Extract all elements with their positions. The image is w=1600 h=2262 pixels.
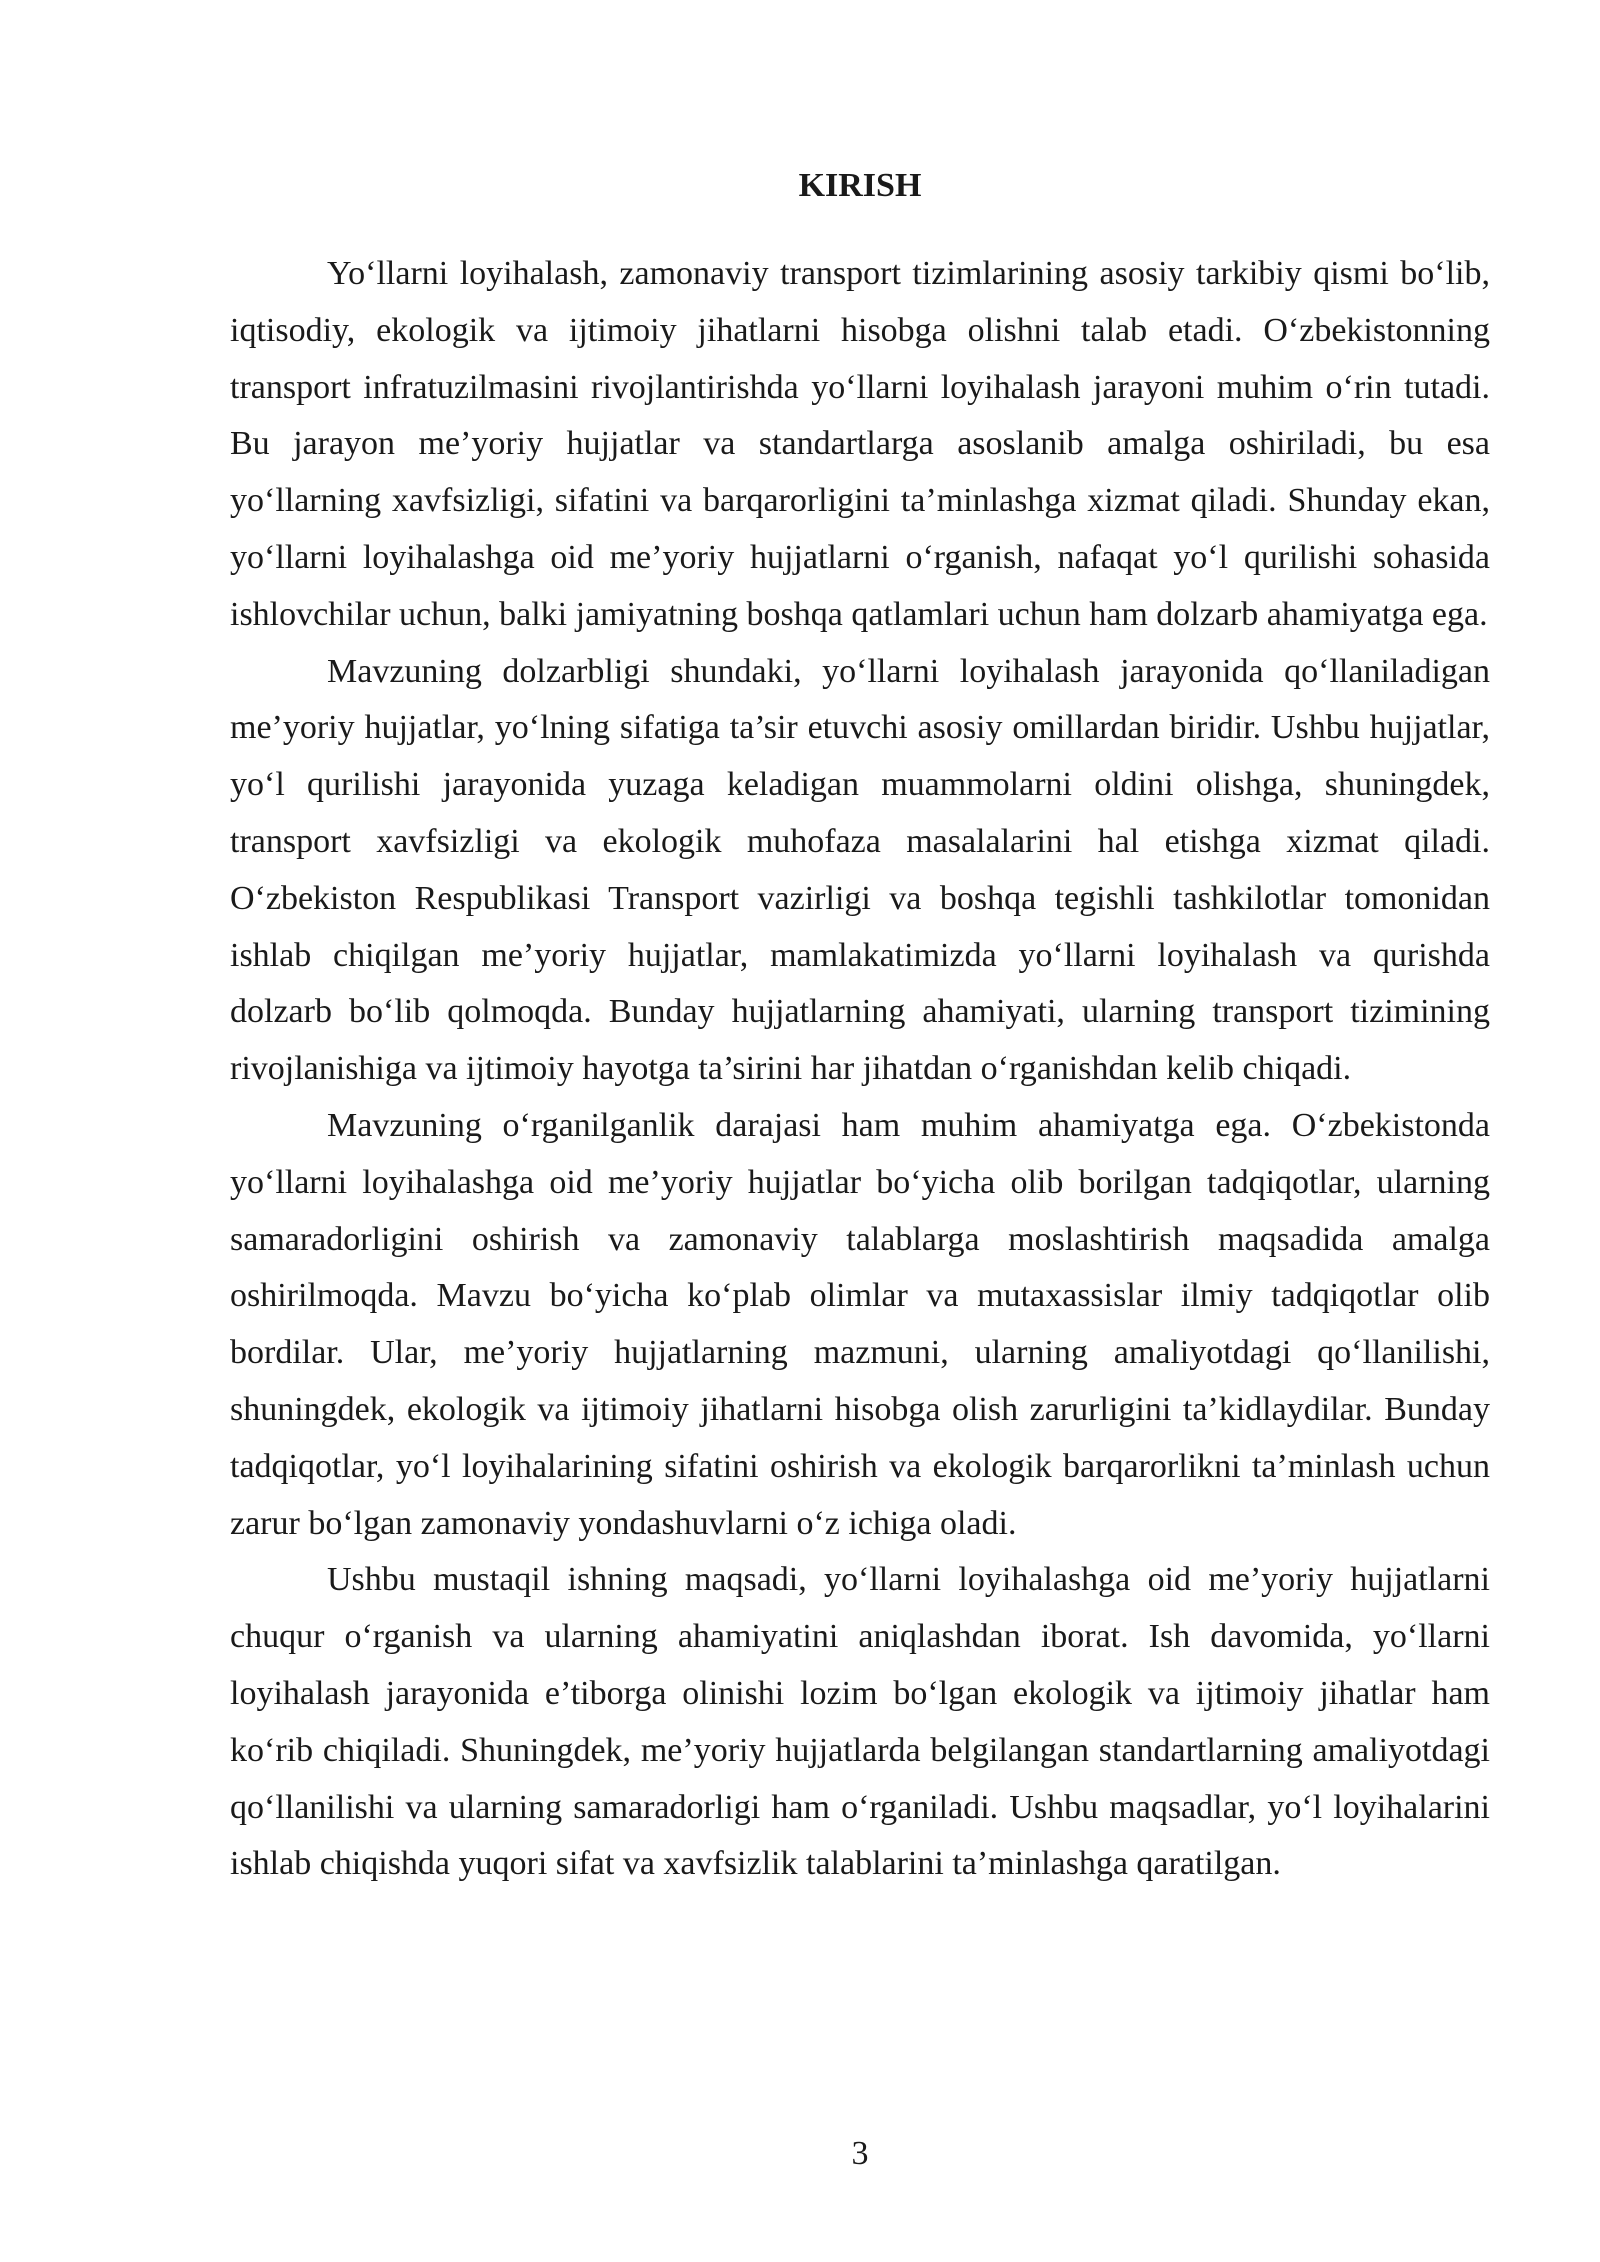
body-text <box>230 246 1490 1893</box>
paragraph-goal: Ushbu mustaqil ishning maqsadi, yo‘llarni loyihalashga oid me’yoriy hujjatlarni chuqur o‘rganish va ularning ahamiyatini aniqlashdan iborat. Ish davomida, yo‘llarni loyihalash jarayonida e’tiborga olinishi lozim bo‘lgan ekologik va ijtimoiy jihatlar ham ko‘rib chiqiladi. Shuningdek, me’yoriy hujjatlarda belgilangan standartlarning amaliyotdagi qo‘llanilishi va ularning samaradorligi ham o‘rganiladi. Ushbu maqsadlar, yo‘l loyihalarini ishlab chiqishda yuqori sifat va xavfsizlik talablarini ta’minlashga qaratilgan. <box>230 1561 1490 1883</box>
paragraph-study-level: Mavzuning o‘rganilganlik darajasi ham muhim ahamiyatga ega. O‘zbekistonda yo‘llarni loyihalashga oid me’yoriy hujjatlar bo‘yicha olib borilgan tadqiqotlar, ularning samaradorligini oshirish va zamonaviy talablarga moslashtirish maqsadida amalga oshirilmoqda. Mavzu bo‘yicha ko‘plab olimlar va mutaxassislar ilmiy tadqiqotlar olib bordilar. Ular, me’yoriy hujjatlarning mazmuni, ularning amaliyotdagi qo‘llanilishi, shuningdek, ekologik va ijtimoiy jihatlarni hisobga olish zarurligini ta’kidlaydilar. Bunday tadqiqotlar, yo‘l loyihalarining sifatini oshirish va ekologik barqarorlikni ta’minlash uchun zarur bo‘lgan zamonaviy yondashuvlarni o‘z ichiga oladi. <box>230 1106 1490 1542</box>
paragraph-intro: Yo‘llarni loyihalash, zamonaviy transport tizimlarining asosiy tarkibiy qismi bo‘lib, iqtisodiy, ekologik va ijtimoiy jihatlarni hisobga olishni talab etadi. O‘zbekistonning transport infratuzilmasini rivojlantirishda yo‘llarni loyihalash jarayoni muhim o‘rin tutadi. Bu jarayon me’yoriy hujjatlar va standartlarga asoslanib amalga oshiriladi, bu esa yo‘llarning xavfsizligi, sifatini va barqarorligini ta’minlashga xizmat qiladi. Shunday ekan, yo‘llarni loyihalashga oid me’yoriy hujjatlarni o‘rganish, nafaqat yo‘l qurilishi sohasida ishlovchilar uchun, balki jamiyatning boshqa qatlamlari uchun ham dolzarb ahamiyatga ega. <box>230 255 1490 633</box>
section-title: KIRISH <box>798 167 922 204</box>
page-number: 3 <box>851 2135 869 2172</box>
paragraph-relevance: Mavzuning dolzarbligi shundaki, yo‘llarni loyihalash jarayonida qo‘llaniladigan me’yoriy hujjatlar, yo‘lning sifatiga ta’sir etuvchi asosiy omillardan biridir. Ushbu hujjatlar, yo‘l qurilishi jarayonida yuzaga keladigan muammolarni oldini olishga, shuningdek, transport xavfsizligi va ekologik muhofaza masalalarini hal etishga xizmat qiladi. O‘zbekiston Respublikasi Transport vazirligi va boshqa tegishli tashkilotlar tomonidan ishlab chiqilgan me’yoriy hujjatlar, mamlakatimizda yo‘llarni loyihalash va qurishda dolzarb bo‘lib qolmoqda. Bunday hujjatlarning ahamiyati, ularning transport tizimining rivojlanishiga va ijtimoiy hayotga ta’sirini har jihatdan o‘rganishdan kelib chiqadi. <box>230 652 1490 1088</box>
